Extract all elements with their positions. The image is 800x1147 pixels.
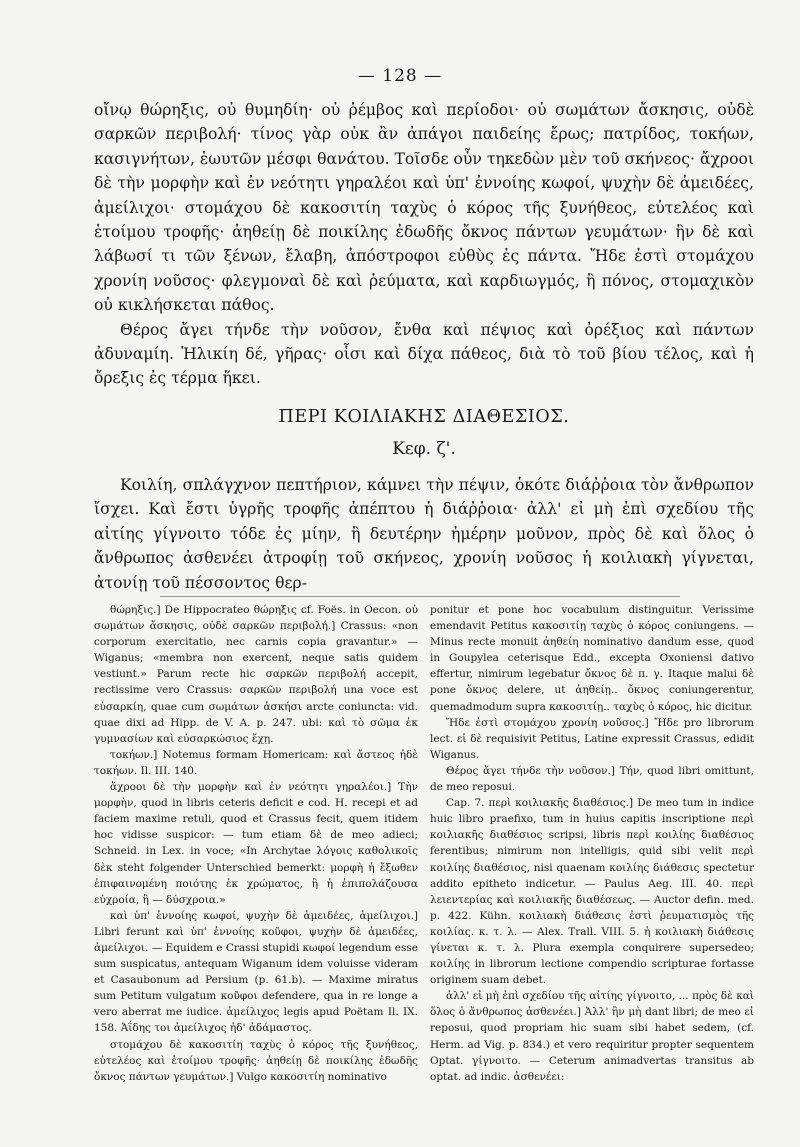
footnote-separator [160, 596, 680, 597]
footnote: ἄχροοι δὲ τὴν μορφὴν καὶ ἐν νεότητι γηραλέοι.] Τὴν μορφὴν, quod in libris ceteris deficit e cod. H. recepi et ad faciem maxime retuli, quod et Crassus fecit, quem itidem hoc vidisse suspicor: — tum etiam δὲ de meo adieci; Schneid. in Lex. in voce; «In Archytae λόγοις καθολικοῖς δὲκ steht folgender Unterschied bemerkt: μορφὴ ἡ ἔξωθεν ἐπιφαινομένη ποιότης ἐκ χρώματος, ἢ ἡ ἐπιπολάζουσα εὐχροία, ἢ — δύσχροια.» [94, 781, 418, 906]
footnote: Cap. 7. περὶ κοιλιακῆς διαθέσιος.] De meo tum in indice huic libro praefixo, tum in huius capitis inscriptione περὶ κοιλιακῆς διαθέσιος scripsi, libris περὶ κοιλίης διαθέσιος ferentibus; nimirum non intelligis, quid sibi velit περὶ κοιλίης διαθέσιος, nisi quaenam κοιλίης διάθεσις spectetur addito epitheto indicetur. — Paulus Aeg. III. 40. περὶ λειεντερίας καὶ κοιλιακῆς διαθέσεως. — Auctor defin. med. p. 422. Kühn. κοιλιακὴ διάθεσις ἐστὶ ῥευματισμὸς τῆς κοιλίας. κ. τ. λ. — Alex. Trall. VIII. 5. ἡ κοιλιακὴ διάθεσις γίνεται κ. τ. λ. Plura exempla conquirere supersedeo; κοιλίης in librorum lectione compendio scripturae fortasse originem suam debet. [430, 797, 754, 987]
footnote: θώρηξις.] De Hippocrateo θώρηξις cf. Foës. in Oecon. οὐ σωμάτων ἄσκησις, οὐδὲ σαρκῶν περιβολή.] Crassus: «non corporum exercitatio, nec carnis copia gravantur.» — Wiganus; «membra non exercent, neque satis quidem vestiunt.» Parum recte hic σαρκῶν περιβολή accepit, rectissime vero Crassus: σαρκῶν περιβολή una voce est εὐσαρκίη, quae cum σωμάτων ἀσκήσι arcte coniuncta: vid. quae dixi ad Hipp. de V. A. p. 247. ubi: καὶ τὸ σῶμα ἐκ γυμνασίων καὶ εὐσαρκώσιος ἔχῃ. [94, 604, 418, 745]
page-number: — 128 — [357, 66, 443, 86]
footnote: τοκήων.] Notemus formam Homericam: καὶ ἄστεος ἠδὲ τοκήων. Il. III. 140. [94, 748, 418, 777]
main-paragraph-2: Θέρος ἄγει τήνδε τὴν νοῦσον, ἔνθα καὶ πέψιος καὶ ὀρέξιος καὶ πάντων ἀδυναμίη. Ἡλικίη δέ, γῆρας· οἷσι καὶ δίχα πάθεος, διὰ τὸ τοῦ βίου τέλος, καὶ ἡ ὄρεξις ἐς τέρμα ἥκει. [94, 320, 754, 388]
section-paragraph: Κοιλίη, σπλάγχνον πεπτήριον, κάμνει τὴν πέψιν, ὁκότε διάῤῥοια τὸν ἄνθρωπον ἴσχει. Καὶ ἔστι ὑγρῆς τροφῆς ἀπέπτου ἡ διάῤῥοια· ἀλλ' εἰ μὴ ἐπὶ σχεδίου τῆς αἰτίης γίγνοιτο τόδε ἐς μίην, ἢ δευτέρην ἡμέρην μοῦνον, πρὸς δὲ καὶ ὅλος ὁ ἄνθρωπος ἀσθενέει ἀτροφίῃ τοῦ σκήνεος, χρονίη νοῦσος ἡ κοιλιακὴ γίγνεται, ἀτονίῃ τοῦ πέσσοντος θερ- [94, 475, 754, 592]
footnote: Ἤδε ἐστὶ στομάχου χρονίη νοῦσος.] Ἤδε pro librorum lect. εἰ δὲ requisivit Petitus, Latine expressit Crassus, edidit Wiganus. [430, 716, 754, 761]
chapter-label: Κεφ. ζ'. [392, 438, 456, 459]
footnote: στομάχου δὲ κακοσιτίη ταχὺς ὁ κόρος τῆς ξυνήθεος, εὐτελέος καὶ ἑτοίμου τροφῆς· ἀηθείῃ δὲ ποικίλης ἐδωδῆς ὄκνος πάντων γευμάτων.] Vulgo κακοσιτίη nominativo [94, 1038, 418, 1083]
footnote: ponitur et pone hoc vocabulum distinguitur. Verissime emendavit Petitus κακοσιτίῃ ταχὺς ὁ κόρος coniungens. — Minus recte monuit ἀηθείη nominativo dandum esse, quod in Goupylea ceterisque Edd., excepta Oxoniensi dativo effertur, nimirum legebatur ὄκνος δὲ π. γ. Itaque malui δὲ pone ὄκνος delere, ut ἀηθείῃ.. ὄκνος coniungerentur, quemadmodum supra κακοσιτίῃ.. ταχὺς ὁ κόρος, hic dicitur. [430, 604, 754, 713]
section-heading: ΠΕΡΙ ΚΟΙΛΙΑΚΗΣ ΔΙΑΘΕΣΙΟΣ. [278, 406, 570, 427]
footnotes-right-column [430, 602, 754, 1085]
footnote: ἀλλ' εἰ μὴ ἐπὶ σχεδίου τῆς αἰτίης γίγνοιτο, ... πρὸς δὲ καὶ ὅλος ὁ ἄνθρωπος ἀσθενέει.] Ἀλλ' ἢν μὴ dant libri; de meo εἰ reposui, quod propriam hic suam sibi habet sedem, (cf. Herm. ad Vig. p. 834.) et vero requiritur propter sequentem Optat. γίγνοιτο. — Ceterum animadvertas transitus ab optat. ad indic. ἀσθενέει: [430, 990, 754, 1083]
footnote: καὶ ὑπ' ἐννοίης κωφοί, ψυχὴν δὲ ἀμειδέες, ἀμείλιχοι.] Libri ferunt καὶ ὑπ' ἐννοίης κοῦφοι, ψυχὴν δὲ ἀμειδέες, ἀμείλιχοι. — Equidem e Crassi stupidi κωφοί legendum esse sum suspicatus, antequam Wiganum idem voluisse videram et Casaubonum ad Persium (p. 61.b). — Maxime miratus sum Petitum vulgatum κοῦφοι defendere, qua in re longe a vero aberrat me iudice. ἀμείλιχος legis apud Poëtam Il. IX. 158. Ἀΐδης τοι ἀμείλιχος ἠδ' ἀδάμαστος. [94, 909, 419, 1035]
footnote: Θέρος ἄγει τήνδε τὴν νοῦσον.] Τήν, quod libri omittunt, de meo reposui. [430, 764, 754, 794]
footnotes-left-column [94, 602, 418, 1085]
footnotes [94, 602, 754, 1085]
main-paragraph-1: οἴνῳ θώρηξις, οὐ θυμηδίη· οὐ ῥέμβος καὶ περίοδοι· οὐ σωμάτων ἄσκησις, οὐδὲ σαρκῶν περιβολή· τίνος γὰρ οὐκ ἂν ἀπάγοι παιδείης ἔρως; πατρίδος, τοκήων, κασιγνήτων, ἑωυτῶν μέσφι θανάτου. Τοῖσδε οὖν τηκεδὼν μὲν τοῦ σκήνεος· ἄχροοι δὲ τὴν μορφὴν καὶ ἐν νεότητι γηραλέοι καὶ ὑπ' ἐννοίης κωφοί, ψυχὴν δὲ ἀμειδέες, ἀμείλιχοι· στομάχου δὲ κακοσιτίη ταχὺς ὁ κόρος τῆς ξυνήθεος, εὐτελέος καὶ ἑτοίμου τροφῆς· ἀηθείῃ δὲ ποικίλης ἐδωδῆς ὄκνος πάντων γευμάτων· ἣν δὲ καὶ λάβωσί τι τῶν ξένων, ἔλαβη, ἀπόστροφοι εὐθὺς ἐς πάντα. Ἤδε ἐστὶ στομάχου χρονίη νοῦσος· φλεγμοναὶ δὲ καὶ ῥεύματα, καὶ καρδιωγμός, ἢ πόνος, στομαχικὸν οὐ κικλήσκεται πάθος. [94, 101, 754, 315]
main-text [94, 98, 754, 595]
